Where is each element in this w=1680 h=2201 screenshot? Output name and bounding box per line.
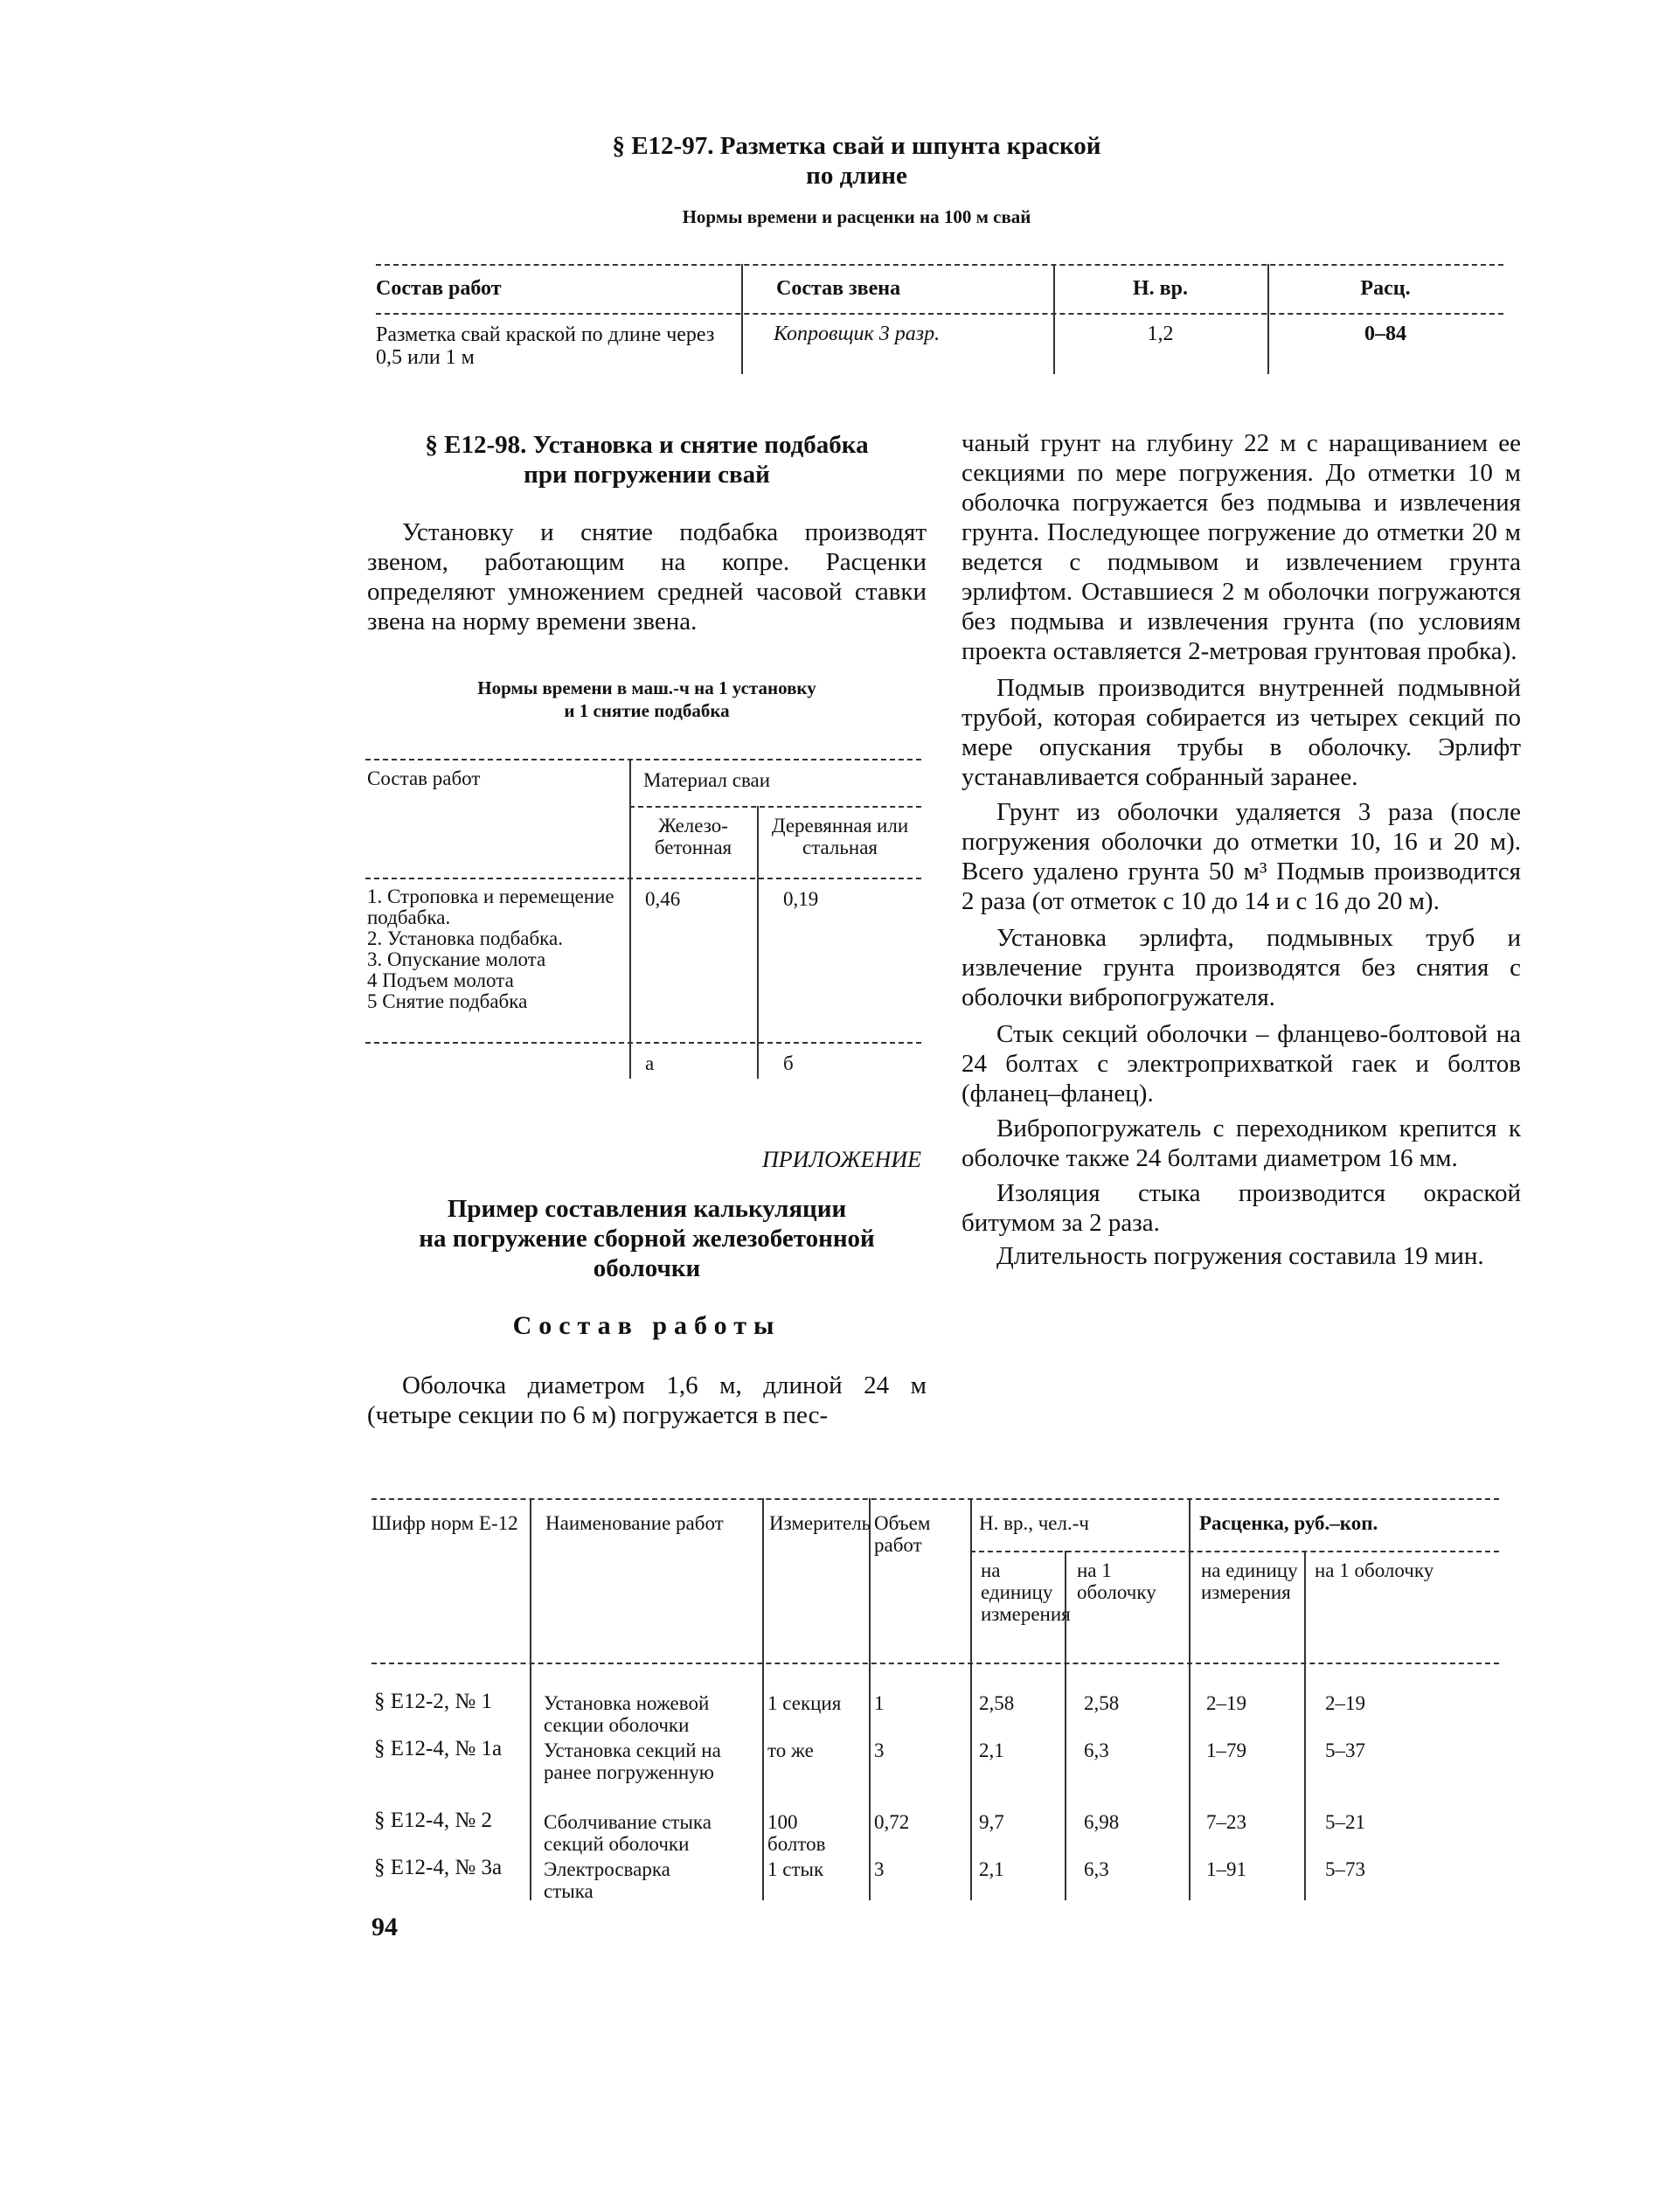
right-p8: Длительность погружения составила 19 мин. — [996, 1242, 1484, 1270]
appendix-left-paragraph: Оболочка диаметром 1,6 м, длиной 24 м (четыре секции по 6 м) погружается в пес- — [367, 1371, 927, 1429]
calc-header-rate-per-unit: на единицу измерения — [1201, 1559, 1298, 1603]
page-number: 94 — [371, 1913, 398, 1941]
s97-row-norm: 1,2 — [1147, 323, 1174, 345]
appendix-title: Пример составления калькуляции на погружение сборной железобетонной оболочки — [419, 1195, 875, 1282]
s98-label1: а — [645, 1052, 655, 1074]
calc-header-code: Шифр норм Е-12 — [371, 1512, 518, 1534]
s98-step: 4 Подъем молота — [367, 969, 514, 991]
table-row: § Е12-4, № 1а Установка секций на ранее погруженную то же 3 2,1 6,3 1–79 5–37 — [374, 1737, 1365, 1783]
right-column — [961, 428, 1521, 1271]
appendix-label: ПРИЛОЖЕНИЕ — [762, 1147, 921, 1172]
section97-subtitle: Нормы времени и расценки на 100 м свай — [682, 206, 1031, 227]
calc-header-norm-group: Н. вр., чел.-ч — [979, 1512, 1089, 1534]
right-p4: Установка эрлифта, подмывных труб и извлечение грунта производятся без снятия с оболочки вибропогружателя. — [961, 924, 1521, 1011]
right-p7: Изоляция стыка производится окраской битумом за 2 раза. — [961, 1179, 1521, 1237]
right-p3: Грунт из оболочки удаляется 3 раза (после погружения оболочки до отметки 10, 16 и 20 м). Всего удалено грунта 50 м³ Подмыв производится 2 раза (от отметок с 10 до 14 и с 16 до 20 м). — [961, 798, 1521, 915]
s98-value1: 0,46 — [645, 888, 681, 910]
s98-header-material: Материал сваи — [643, 769, 771, 791]
calc-header-unit: Измеритель — [769, 1512, 871, 1534]
right-p2: Подмыв производится внутренней подмывной трубой, которая собирается из четырех секций по мере опускания трубы в оболочку. Эрлифт устанавливается собранный заранее. — [961, 674, 1521, 791]
s98-steps — [367, 886, 626, 1012]
s97-row-rate: 0–84 — [1364, 323, 1406, 345]
composition-heading: Состав работы — [512, 1311, 781, 1340]
table-row: § Е12-4, № 3а Электросварка стыка 1 стык 3 2,1 6,3 1–91 5–73 — [374, 1856, 1365, 1902]
s98-step: 3. Опускание молота — [367, 948, 546, 970]
calc-header-rate-group: Расценка, руб.–коп. — [1199, 1512, 1378, 1534]
s98-step: 5 Снятие подбабка — [367, 990, 528, 1012]
s97-header-norm: Н. вр. — [1133, 277, 1188, 300]
s97-header-rate: Расц. — [1360, 277, 1411, 300]
calc-header-volume: Объем работ — [874, 1512, 931, 1556]
calc-header-rate-per-shell: на 1 оболочку — [1315, 1559, 1434, 1581]
s98-label2: б — [783, 1052, 794, 1074]
section98-title: § Е12-98. Установка и снятие подбабка при погружении свай — [425, 431, 869, 489]
s98-header-col1: Железо-бетонная — [654, 815, 732, 858]
calc-header-name: Наименование работ — [545, 1512, 724, 1534]
s98-header-col2: Деревянная или стальная — [771, 815, 909, 858]
table-row: § Е12-2, № 1 Установка ножевой секции оболочки 1 секция 1 2,58 2,58 2–19 2–19 — [374, 1690, 1365, 1736]
calc-header-norm-per-shell: на 1 оболочку — [1077, 1559, 1156, 1603]
s97-header-crew: Состав звена — [776, 277, 901, 300]
table-row: § Е12-4, № 2 Сболчивание стыка секций оболочки 100 болтов 0,72 9,7 6,98 7–23 5–21 — [374, 1809, 1365, 1855]
right-p6: Вибропогружатель с переходником крепится к оболочке также 24 болтами диаметром 16 мм. — [961, 1114, 1521, 1172]
section98-paragraph: Установку и снятие подбабка производят звеном, работающим на копре. Расценки определяют умножением средней часовой ставки звена на норму времени звена. — [367, 518, 927, 635]
s98-step: 1. Строповка и перемещение подбабка. — [367, 885, 614, 928]
s98-value2: 0,19 — [783, 888, 819, 910]
s97-row-work: Разметка свай краской по длине через 0,5 или 1 м — [376, 323, 715, 369]
s98-step: 2. Установка подбабка. — [367, 927, 563, 949]
section98-table-caption: Нормы времени в маш.-ч на 1 установку и 1 снятие подбабка — [477, 677, 816, 721]
s97-row-crew: Копровщик 3 разр. — [774, 323, 941, 345]
right-p5: Стык секций оболочки – фланцево-болтовой на 24 болтах с электроприхваткой гаек и болтов (фланец–фланец). — [961, 1020, 1521, 1107]
s98-header-work: Состав работ — [367, 767, 481, 789]
calc-header-norm-per-unit: на единицу измерения — [981, 1559, 1071, 1625]
right-p1: чаный грунт на глубину 22 м с наращиванием ее секциями по мере погружения. До отметки 10 м оболочка погружается без подмыва и извлечения грунта. Последующее погружение до отметки 20 м ведется с подмывом и извлечением грунта эрлифтом. Оставшиеся 2 м оболочки погружаются без подмыва и извлечения грунта (по условиям проекта оставляется 2-метровая грунтовая пробка). — [961, 429, 1521, 665]
section97-title: § Е12-97. Разметка свай и шпунта краской по длине — [612, 132, 1101, 190]
s97-header-work: Состав работ — [376, 277, 502, 300]
